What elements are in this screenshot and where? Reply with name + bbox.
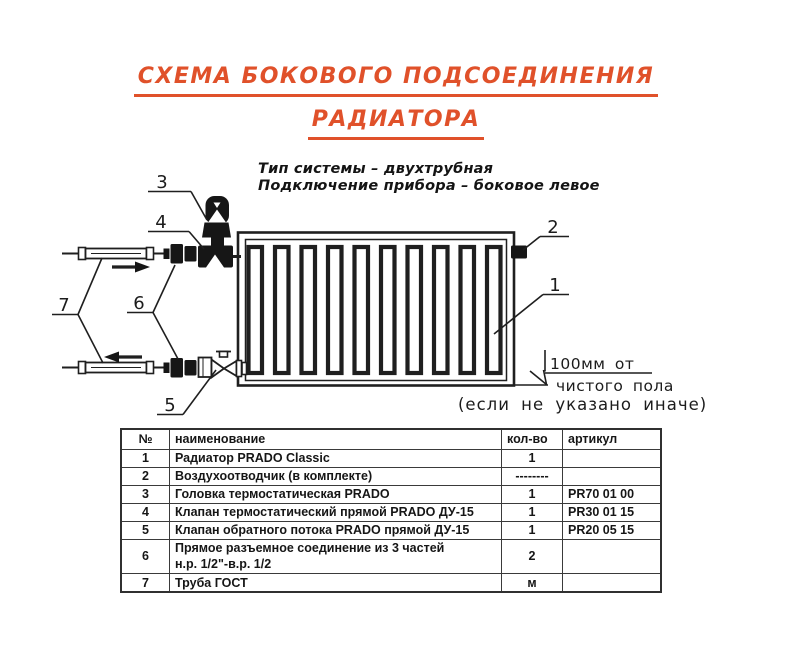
part-name: Клапан обратного потока PRADO прямой ДУ-15: [170, 522, 502, 540]
table-row: [121, 574, 661, 593]
part-article: [563, 468, 662, 486]
part-qty: м: [502, 574, 563, 593]
part-number: 7: [121, 574, 170, 593]
callout-7: [52, 258, 103, 363]
part-name: Головка термостатическая PRADO: [170, 486, 502, 504]
part-number: 1: [121, 450, 170, 468]
part-number: 3: [121, 486, 170, 504]
part-article: PR30 01 15: [563, 504, 662, 522]
part-name-line1: Прямое разъемное соединение из 3 частей: [175, 541, 445, 555]
flow-arrow-supply-icon: [112, 262, 150, 273]
part-number: 6: [121, 540, 170, 574]
callout-1-label: 1: [549, 275, 561, 296]
thermostatic-head-icon: [202, 196, 231, 238]
callout-2: [523, 217, 569, 250]
part-qty: 1: [502, 450, 563, 468]
part-article: PR70 01 00: [563, 486, 662, 504]
table-row: [121, 504, 661, 522]
dimension-text-line3: (если не указано иначе): [458, 395, 708, 414]
radiator: [238, 233, 514, 386]
part-name: Клапан термостатический прямой PRADO ДУ-15: [170, 504, 502, 522]
flow-arrow-return-icon: [104, 352, 142, 363]
parts-table-header-row: [121, 429, 661, 450]
callout-5-label: 5: [164, 395, 176, 416]
thermostatic-valve-icon: [198, 237, 241, 268]
page-title-line1: СХЕМА БОКОВОГО ПОДСОЕДИНЕНИЯ: [134, 63, 659, 97]
system-type-text: Тип системы – двухтрубная: [258, 161, 494, 177]
callout-7-label: 7: [58, 295, 70, 316]
part-name-line2: н.р. 1/2"-в.р. 1/2: [175, 556, 272, 571]
callout-2-label: 2: [547, 217, 559, 238]
radiator-connection-diagram: [0, 160, 710, 422]
part-number: 5: [121, 522, 170, 540]
part-article: PR20 05 15: [563, 522, 662, 540]
table-row: [121, 522, 661, 540]
part-article: [563, 540, 662, 574]
part-name: Воздухоотводчик (в комплекте): [170, 468, 502, 486]
part-number: 4: [121, 504, 170, 522]
header-num: №: [121, 429, 170, 450]
air-vent-icon: [511, 246, 527, 259]
part-qty: 2: [502, 540, 563, 574]
part-name: [170, 540, 502, 574]
table-row: [121, 450, 661, 468]
union-fitting-top-icon: [164, 244, 197, 264]
callout-6: [127, 265, 178, 359]
part-name: Радиатор PRADO Classic: [170, 450, 502, 468]
part-qty: 1: [502, 504, 563, 522]
header-name: наименование: [170, 429, 502, 450]
header-art: артикул: [563, 429, 662, 450]
header-qty: кол-во: [502, 429, 563, 450]
connection-type-text: Подключение прибора – боковое левое: [258, 177, 600, 194]
part-name: Труба ГОСТ: [170, 574, 502, 593]
page-title-line1-wrap: [0, 63, 792, 97]
dimension-text-line2: чистого пола: [556, 377, 674, 395]
dimension-text-line1: 100мм от: [550, 355, 635, 373]
callout-4: [148, 212, 204, 249]
page-title: [0, 63, 792, 140]
supply-pipe: [62, 248, 165, 260]
callout-3-label: 3: [156, 172, 168, 193]
part-number: 2: [121, 468, 170, 486]
page-title-line2-wrap: [0, 106, 792, 140]
table-row: [121, 468, 661, 486]
page-title-line2: РАДИАТОРА: [308, 106, 485, 140]
callout-4-label: 4: [155, 212, 167, 233]
table-row: [121, 486, 661, 504]
part-article: [563, 574, 662, 593]
table-row: [121, 540, 661, 574]
callout-6-label: 6: [133, 293, 145, 314]
part-qty: --------: [502, 468, 563, 486]
union-fitting-bottom-icon: [164, 358, 197, 378]
return-pipe: [62, 362, 164, 374]
parts-table: [120, 428, 662, 593]
part-qty: 1: [502, 522, 563, 540]
part-qty: 1: [502, 486, 563, 504]
part-article: [563, 450, 662, 468]
